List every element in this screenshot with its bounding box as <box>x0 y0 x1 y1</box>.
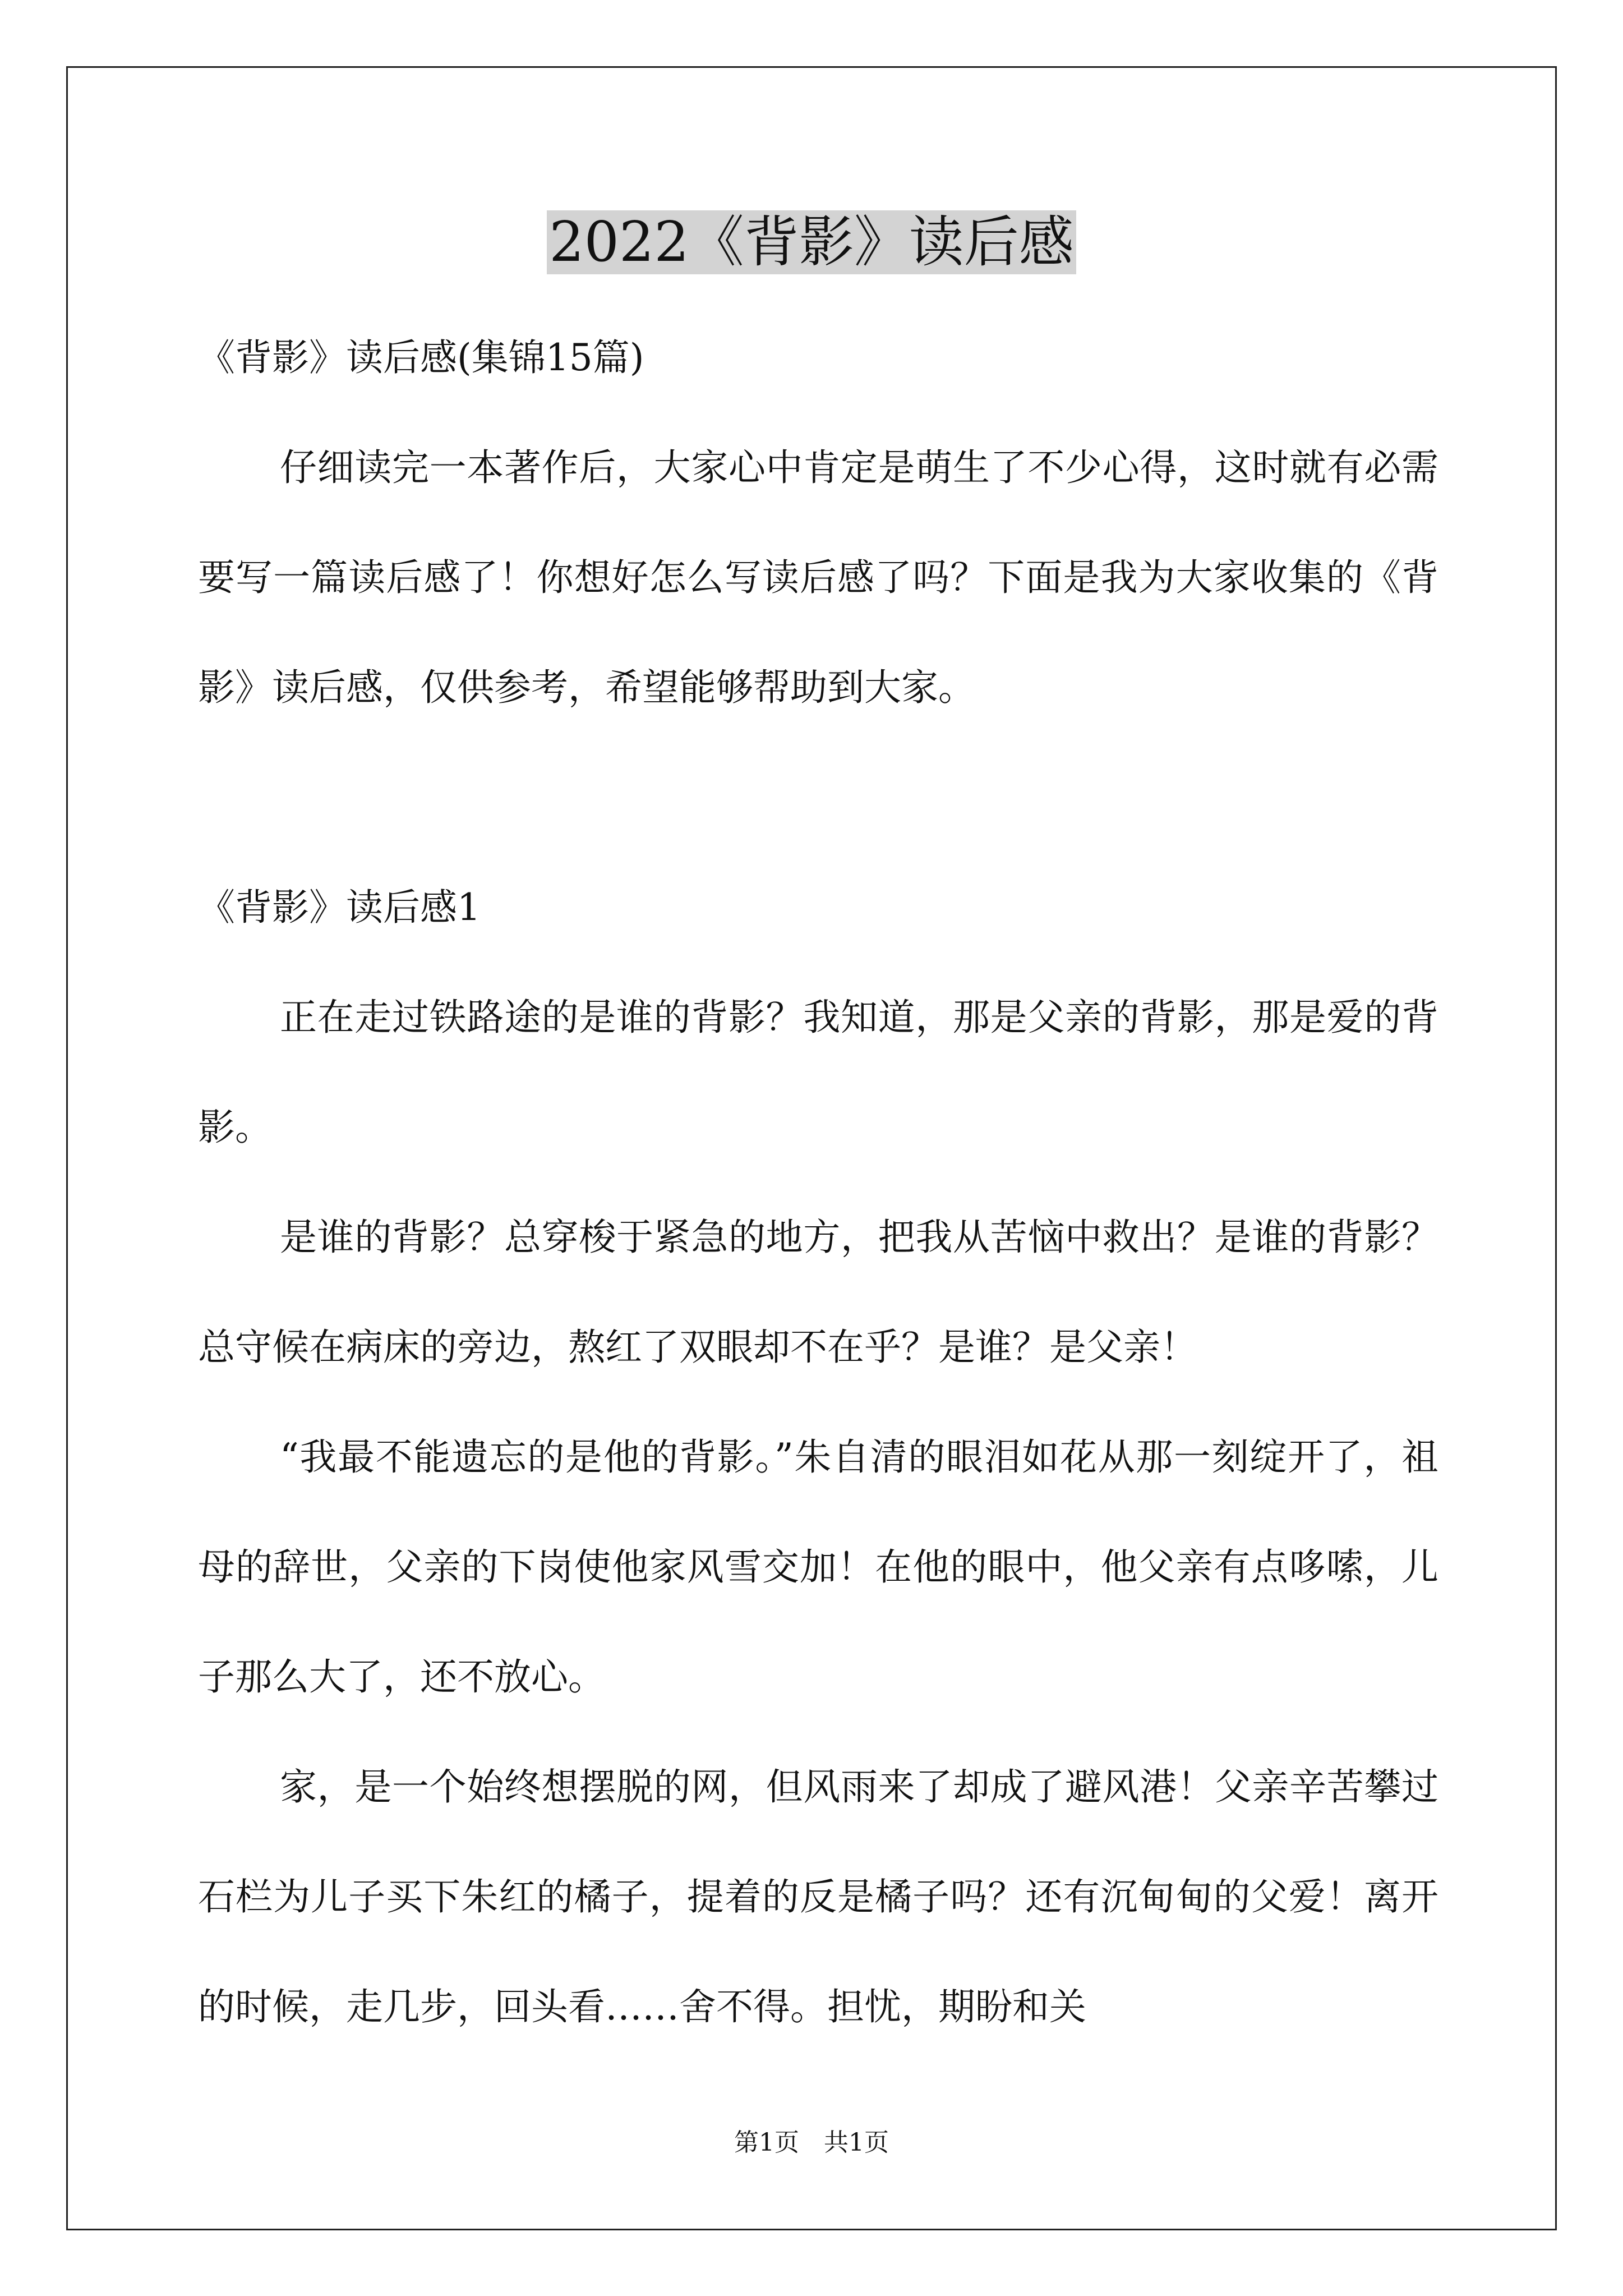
body-paragraph: 正在走过铁路途的是谁的背影？我知道，那是父亲的背影，那是爱的背影。 <box>198 996 1438 1149</box>
body-paragraph: 是谁的背影？总穿梭于紧急的地方，把我从苦恼中救出？是谁的背影？总守候在病床的旁边，熬红了双眼却不在乎？是谁？是父亲！ <box>198 1216 1438 1369</box>
page-footer <box>0 2126 1623 2160</box>
document-body <box>198 303 1438 2062</box>
body-paragraph: “我最不能遗忘的是他的背影。”朱自清的眼泪如花从那一刻绽开了，祖母的辞世，父亲的下岗使他家风雪交加！在他的眼中，他父亲有点哆嗦，儿子那么大了，还不放心。 <box>198 1435 1438 1699</box>
document-title-text: 2022《背影》读后感 <box>547 210 1076 274</box>
page-number-total: 共1页 <box>824 2128 889 2157</box>
document-title <box>0 203 1623 282</box>
section-heading: 《背影》读后感1 <box>198 886 481 929</box>
collection-subtitle: 《背影》读后感(集锦15篇) <box>198 336 644 379</box>
intro-paragraph: 仔细读完一本著作后，大家心中肯定是萌生了不少心得，这时就有必需要写一篇读后感了！你想好怎么写读后感了吗？下面是我为大家收集的《背影》读后感，仅供参考，希望能够帮助到大家。 <box>198 446 1438 709</box>
body-paragraph: 家，是一个始终想摆脱的网，但风雨来了却成了避风港！父亲辛苦攀过石栏为儿子买下朱红的橘子，提着的反是橘子吗？还有沉甸甸的父爱！离开的时候，走几步，回头看……舍不得。担忧，期盼和关 <box>198 1765 1438 2028</box>
page-number-current: 第1页 <box>734 2128 799 2157</box>
